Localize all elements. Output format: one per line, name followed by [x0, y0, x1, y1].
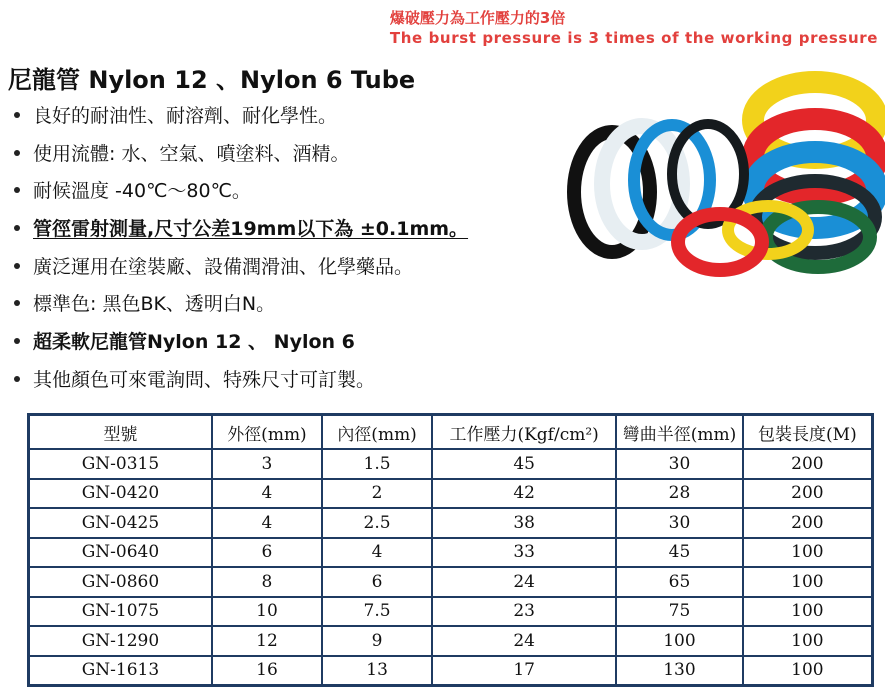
cell-bend-radius: 130	[616, 656, 743, 686]
cell-model: GN-0860	[29, 567, 212, 597]
col-header: 工作壓力(Kgf/cm²)	[432, 415, 616, 450]
cell-pressure: 17	[432, 656, 616, 686]
cell-pressure: 45	[432, 449, 616, 479]
nylon-tube-coils-image	[560, 62, 885, 282]
feature-item: 超柔軟尼龍管Nylon 12 、 Nylon 6	[14, 324, 468, 362]
cell-length: 200	[743, 479, 873, 509]
cell-bend-radius: 75	[616, 597, 743, 627]
cell-model: GN-0425	[29, 508, 212, 538]
col-header: 型號	[29, 415, 212, 450]
table-row	[29, 656, 873, 686]
bullet-icon	[14, 300, 20, 306]
table-row	[29, 567, 873, 597]
cell-od: 3	[212, 449, 322, 479]
cell-pressure: 33	[432, 538, 616, 568]
col-header: 包裝長度(M)	[743, 415, 873, 450]
cell-od: 8	[212, 567, 322, 597]
cell-pressure: 38	[432, 508, 616, 538]
feature-item: 其他顏色可來電詢問、特殊尺寸可訂製。	[14, 362, 468, 400]
cell-od: 10	[212, 597, 322, 627]
burst-pressure-notice	[390, 8, 878, 48]
cell-id: 6	[322, 567, 432, 597]
cell-bend-radius: 45	[616, 538, 743, 568]
notice-en: The burst pressure is 3 times of the working pressure	[389, 29, 878, 47]
col-header: 外徑(mm)	[212, 415, 322, 450]
cell-model: GN-1075	[29, 597, 212, 627]
bullet-icon	[14, 338, 20, 344]
cell-bend-radius: 30	[616, 508, 743, 538]
feature-item: 耐候溫度 -40℃～80℃。	[14, 173, 468, 211]
table-row	[29, 538, 873, 568]
feature-list	[14, 98, 468, 400]
cell-id: 7.5	[322, 597, 432, 627]
cell-model: GN-1290	[29, 626, 212, 656]
cell-length: 200	[743, 508, 873, 538]
cell-pressure: 24	[432, 626, 616, 656]
table-row	[29, 597, 873, 627]
feature-item: 標準色: 黑色BK、透明白N。	[14, 286, 468, 324]
table-row	[29, 626, 873, 656]
cell-id: 13	[322, 656, 432, 686]
cell-od: 16	[212, 656, 322, 686]
cell-od: 4	[212, 479, 322, 509]
bullet-icon	[14, 376, 20, 382]
cell-length: 100	[743, 626, 873, 656]
cell-bend-radius: 65	[616, 567, 743, 597]
product-title: 尼龍管 Nylon 12 、Nylon 6 Tube	[8, 66, 416, 94]
cell-length: 100	[743, 567, 873, 597]
cell-bend-radius: 28	[616, 479, 743, 509]
cell-length: 100	[743, 538, 873, 568]
cell-bend-radius: 100	[616, 626, 743, 656]
cell-pressure: 23	[432, 597, 616, 627]
bullet-icon	[14, 150, 20, 156]
feature-item: 使用流體: 水、空氣、噴塗料、酒精。	[14, 136, 468, 174]
table-row	[29, 449, 873, 479]
cell-od: 12	[212, 626, 322, 656]
cell-id: 2	[322, 479, 432, 509]
cell-id: 1.5	[322, 449, 432, 479]
cell-id: 4	[322, 538, 432, 568]
cell-model: GN-0640	[29, 538, 212, 568]
cell-od: 6	[212, 538, 322, 568]
spec-table	[27, 413, 874, 687]
feature-item: 管徑雷射測量,尺寸公差19mm以下為 ±0.1mm。	[14, 211, 468, 249]
feature-item: 廣泛運用在塗裝廠、設備潤滑油、化學藥品。	[14, 249, 468, 287]
bullet-icon	[14, 225, 20, 231]
table-row	[29, 479, 873, 509]
cell-pressure: 24	[432, 567, 616, 597]
bullet-icon	[14, 112, 20, 118]
cell-bend-radius: 30	[616, 449, 743, 479]
bullet-icon	[14, 263, 20, 269]
notice-zh: 爆破壓力為工作壓力的3倍	[389, 9, 566, 27]
cell-id: 9	[322, 626, 432, 656]
cell-od: 4	[212, 508, 322, 538]
table-header-row	[29, 415, 873, 450]
cell-id: 2.5	[322, 508, 432, 538]
col-header: 彎曲半徑(mm)	[616, 415, 743, 450]
cell-length: 200	[743, 449, 873, 479]
bullet-icon	[14, 187, 20, 193]
cell-pressure: 42	[432, 479, 616, 509]
cell-model: GN-0420	[29, 479, 212, 509]
table-row	[29, 508, 873, 538]
cell-length: 100	[743, 656, 873, 686]
cell-model: GN-0315	[29, 449, 212, 479]
feature-item: 良好的耐油性、耐溶劑、耐化學性。	[14, 98, 468, 136]
cell-length: 100	[743, 597, 873, 627]
col-header: 內徑(mm)	[322, 415, 432, 450]
cell-model: GN-1613	[29, 656, 212, 686]
